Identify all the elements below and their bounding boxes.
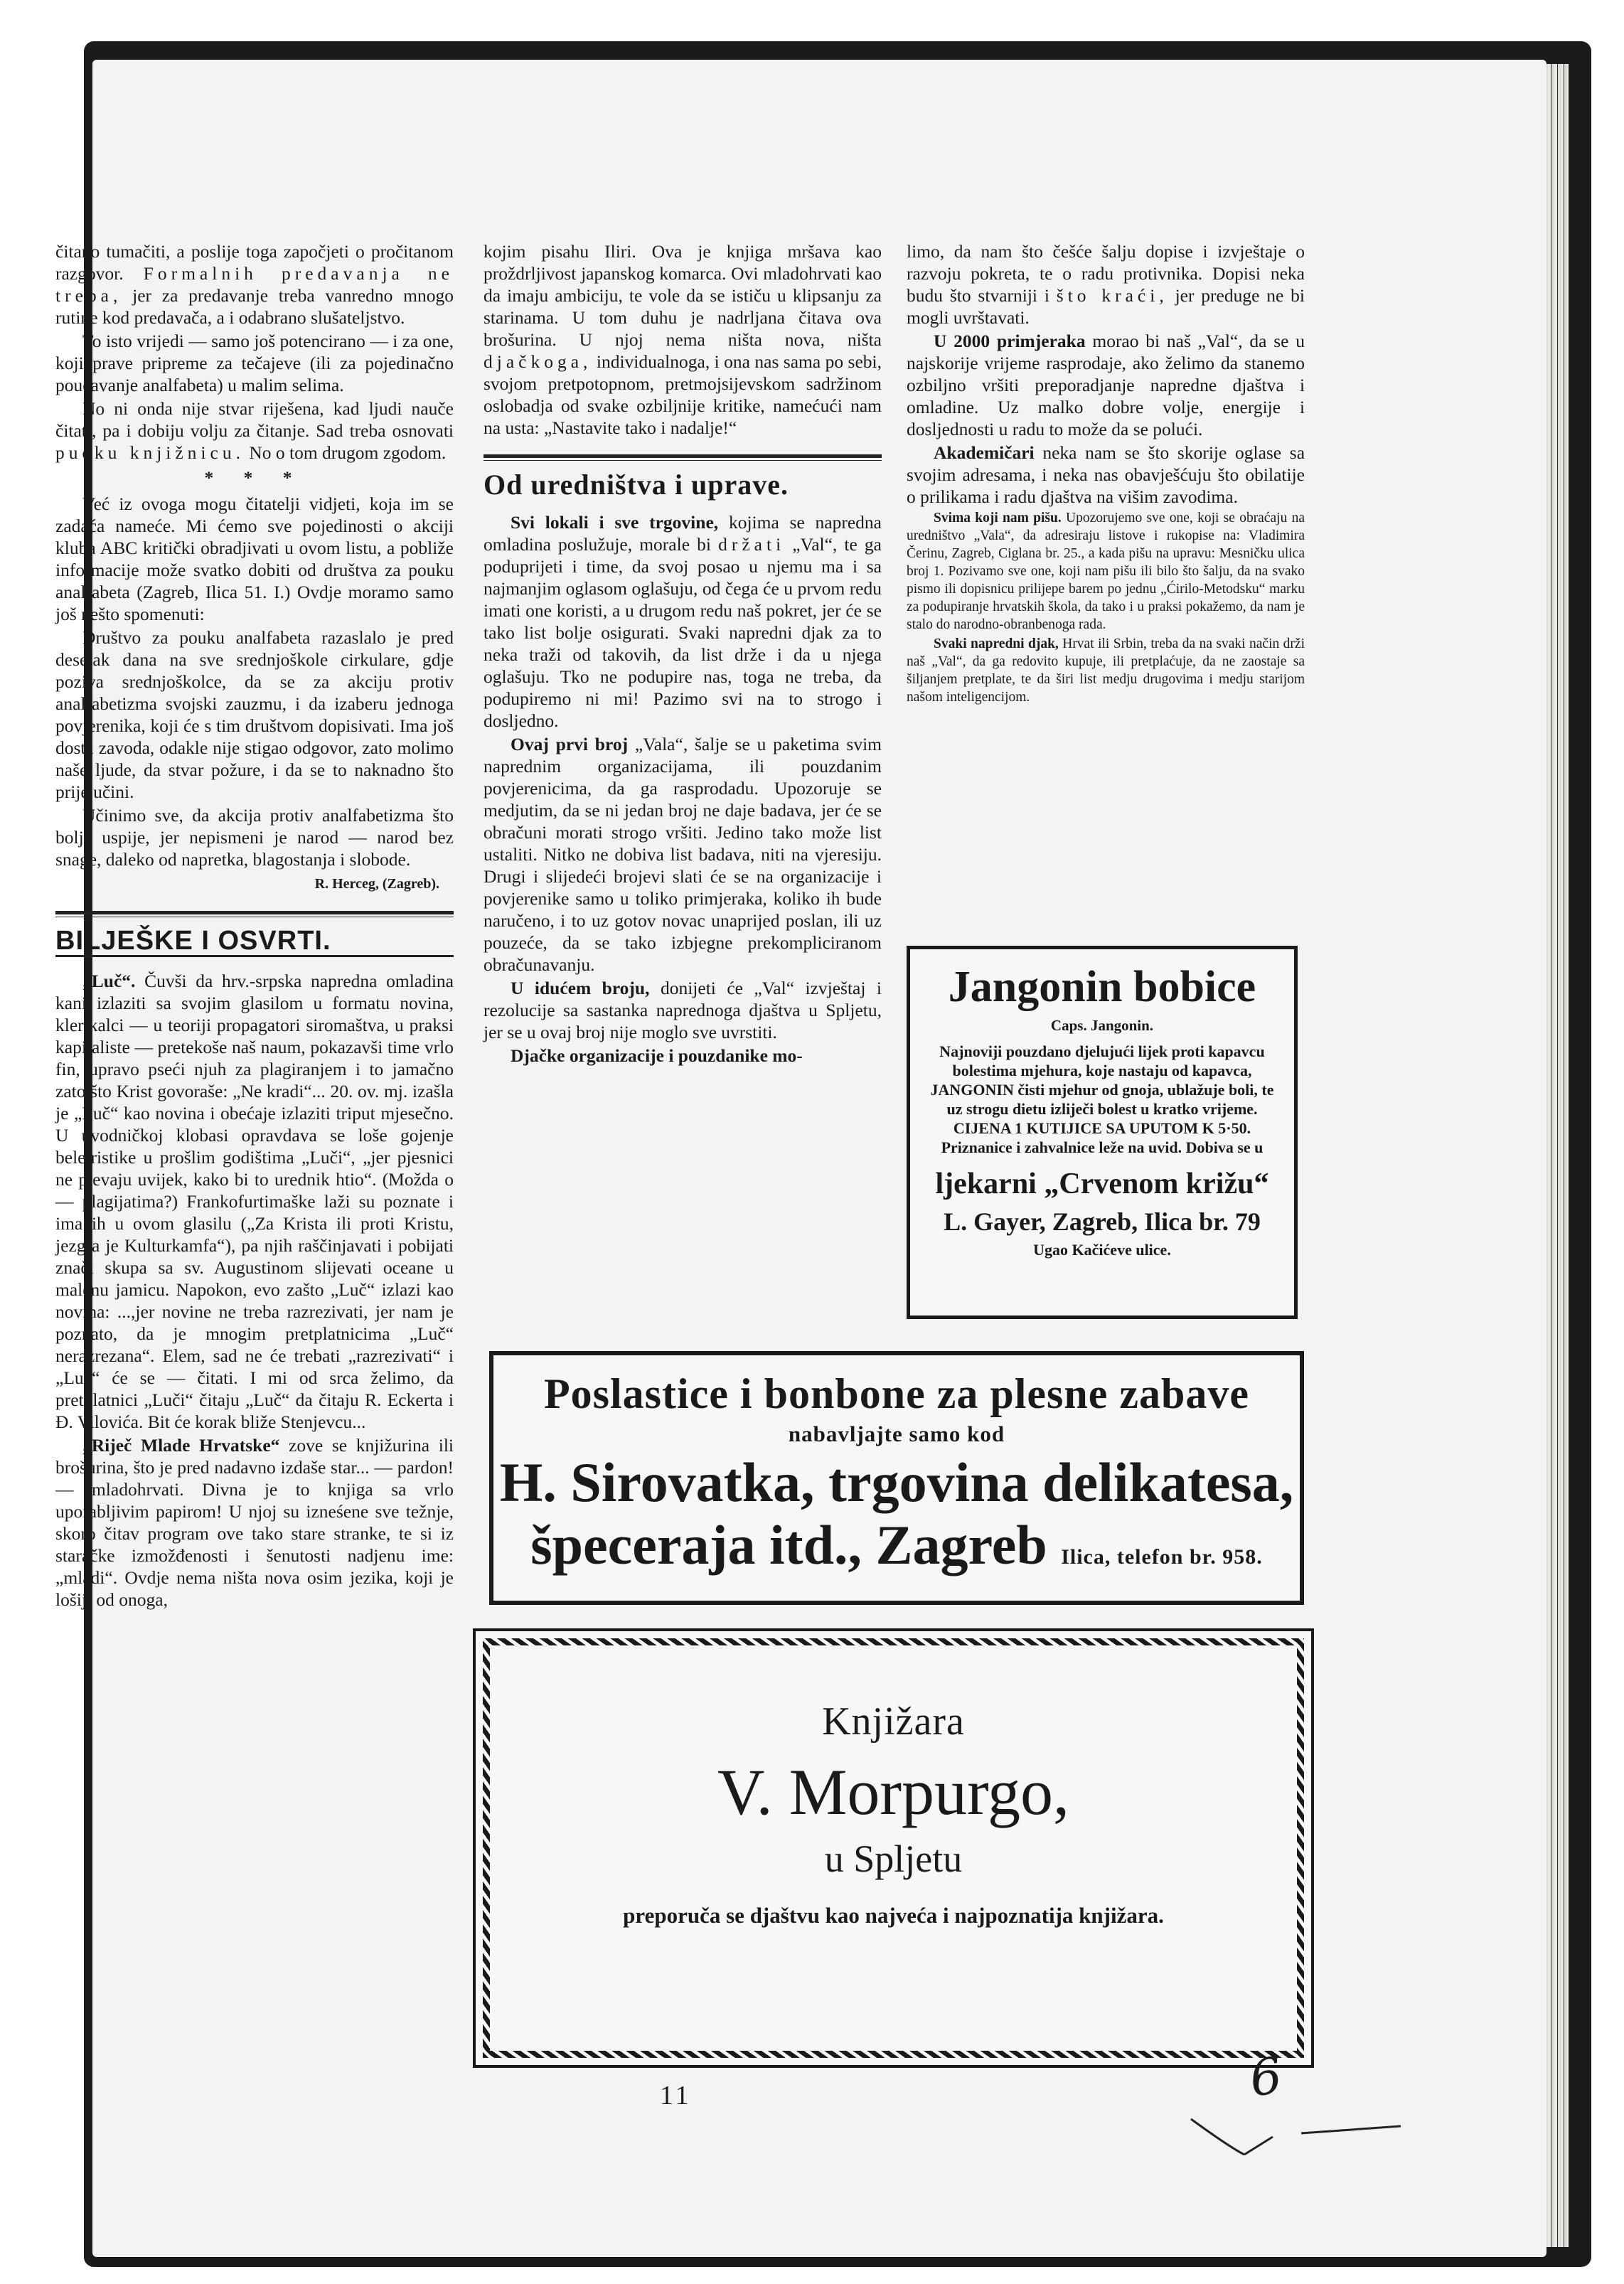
ad-subtitle: Caps. Jangonin. xyxy=(1050,1017,1154,1034)
notice-iduci-broj: U idućem broju, donijeti će „Val“ izvještaj i rezolucije sa sastanka naprednoga djaštva u Spljetu, jer se u ovaj broj nije moglo sve uvrstiti. xyxy=(484,978,882,1042)
ad-shop-name: H. Sirovatka, trgovina delikatesa, špeceraja itd., Zagreb Ilica, telefon br. 958. xyxy=(499,1451,1294,1576)
section-divider xyxy=(484,454,882,461)
col2-paragraph-1: kojim pisahu Iliri. Ova je knjiga mršava kao proždrljivost japanskog komarca. Ovi mladohrvati kao da imaju ambiciju, te vole da se ističu u klipsanju za starinama. U tom duhu je nadrljana čitava ova brošurina. U njoj nema ništa nova, ništa djačkoga, individualnoga, i ona nas sama po sebi, svojom pretpotopnom, pretmojsijevskom sadržinom oslobadja od svake ozbiljnije kritike, namećući nam na usta: „Nastavite tako i nadalje!“ xyxy=(484,241,882,438)
ad-address: Ilica, telefon br. 958. xyxy=(1061,1545,1263,1569)
notice-napredni-djak: Svaki napredni djak, Hrvat ili Srbin, treba da na svaki način drži naš „Val“, da ga redovito kupuje, ili pretplaćuje, da ne zaostaje sa šiljanjem pretplate, te da širi list medju drugovima i medju starijom našom inteligencijom. xyxy=(907,636,1305,705)
section-stars: * * * xyxy=(204,467,305,488)
notice-2000: U 2000 primjeraka morao bi naš „Val“, da se u najskorije vrijeme rasprodaje, ako želimo da stanemo ozbiljno vršiti preporadjanje napredne djaštva i omladine. Uz malko dobre volje, energije i dosljednosti u radu to može da se polući. xyxy=(907,331,1305,439)
section-heading-biljeske: BILJEŠKE I OSVRTI. xyxy=(55,930,454,957)
col1-paragraph-2: To isto vrijedi — samo još potencirano — i za one, koji prave pripreme za tečajeve (ili za pojedinačno poučavanje analfabeta) u malim selima. xyxy=(55,331,454,395)
ad-body: Najnoviji pouzdano djelujući lijek proti kapavcu bolestima mjehura, koje nastaju od kapavca, JANGONIN čisti mjehur od gnoja, ublažuje boli, te uz strogu dietu izliječi bolest u kratko vrijeme. CIJENA 1 KUTIJICE SA UPUTOM K 5·50. Priznanice i zahvalnice leže na uvid. Dobiva se u xyxy=(930,1042,1274,1156)
ad-body: preporuča se djaštvu kao najveća i najpoznatija knjižara. xyxy=(623,1903,1164,1928)
notice-prvi-broj: Ovaj prvi broj „Vala“, šalje se u paketima svim naprednim organizacijama, ili pouzdanim povjerenicima, da ga rasprodadu. Upozoruje se medjutim, da se ni jedan broj ne daje badava, jer će se obračuni morati strogo vršiti. Jedino tako može list ustaliti. Nitko ne dobiva list badava, niti na vjeresiju. Drugi i slijedeći brojevi slati će se na organizacije i povjerenike samo u toliko primjeraka, koliko ih bude naručeno, i to uz gotov novac unaprijed poslan, ili uz pouzeće, da se tako izbjegne prekompliciranom obračunavanju. xyxy=(484,734,882,975)
col1-paragraph-5: Društvo za pouku analfabeta razaslalo je pred desetak dana na sve srednjoškole cirkulare, gdje poziva srednjoškolce, da se za akciju protiv analfabetizma svojski zauzmu, i da izaberu jednoga povjerenika, koji će s tim društvom dopisivati. Ima još dosta zavoda, odakle nije stigao odgovor, zato molimo naše ljude, da stvar požure, i da se to naknadno što prije učini. xyxy=(55,627,454,802)
handwritten-mark: 6 xyxy=(1246,2046,1286,2108)
column-3 xyxy=(907,240,1305,708)
ad-pharmacy: ljekarni „Crvenom križu“ xyxy=(935,1168,1269,1200)
ad-line-knjizara: Knjižara xyxy=(822,1699,965,1744)
column-1 xyxy=(55,240,454,1612)
ad-title: Poslastice i bonbone za plesne zabave xyxy=(544,1370,1249,1417)
advertisement-sirovatka xyxy=(489,1351,1304,1605)
article-signature: R. Herceg, (Zagreb). xyxy=(314,876,439,892)
note-luc: „Luč“. Čuvši da hrv.-srpska napredna omladina kani izlaziti sa svojim glasilom u formatu novina, klerikalci — u teoriji propagatori siromaštva, u praksi kapitaliste — pretekoše naš naum, pokazavši time vrlo fin, upravo pseći njuh za plagiranjem i to jamačno zato što Krist govoraše: „Ne kradi“... 20. ov. mj. izašla je „Luč“ kao novina i obećaje izlaziti triput mjesečno. U uvodničkoj klobasi opravdava se loše gojenje beletristike u prošlim godištima „Luči“, „jer pjesnici ne pjevaju uvijek, kako bi to urednik htio“. (Možda o — plagijatima?) Frankofurtimaške laži su poznate i ima ih u ovom glasilu („Za Krista ili proti Kristu, jezgra je Kulturkamfa“), pa njih raščinjavati i pobijati znači skupa sa sv. Augustinom slijevati oceane u malenu jamicu. Napokon, evo zašto „Luč“ izlazi kao novina: ...,jer novine ne treba razrezivati, jer nam je poznato, da je mnogim pretplatnicima „Luč“ nerazrezana“. Elem, sad ne će trebati „razrezivati“ i „Luč“ će se — čitati. I mi od srca želimo, da pretplatnici „Luči“ čitaju „Luč“ da čitaju R. Eckerta i Đ. Vilovića. Bit će korak bliže Stenjevcu... xyxy=(55,971,454,1432)
ad-title: Jangonin bobice xyxy=(948,963,1256,1011)
ad-address: L. Gayer, Zagreb, Ilica br. 79 xyxy=(944,1207,1261,1236)
notice-lokali: Svi lokali i sve trgovine, kojima se napredna omladina poslužuje, morale bi držati „Val“, te ga poduprijeti i time, da svoj posao u njemu ma i sa najmanjim oglasom oglašuju, od čega će u prvom redu imati one koristi, a u drugom redu naš pokret, jer će se tako list bolje osigurati. Svaki napredni djak za to neka traži od takovih, da list drže i da u njega oglašuju. Tko ne podupire nas, toga ne treba, da podupiremo ni mi! Pazimo svi na to strogo i dosljedno. xyxy=(484,512,882,731)
col3-paragraph-1: limo, da nam što češće šalju dopise i izvještaje o razvoju pokreta, te o radu protivnika. Dopisi neka budu što stvarniji i što kraći, jer preduge ne bi mogli uvrštavati. xyxy=(907,241,1305,328)
col1-paragraph-1: čitano tumačiti, a poslije toga započjeti o pročitanom razgovor. Formalnih predavanja ne treba, jer za predavanje treba vanredno mnogo rutine kod predavača, a i odabrano slušateljstvo. xyxy=(55,241,454,328)
note-rijec: „Riječ Mlade Hrvatske“ zove se knjižurina ili brošurina, što je pred nadavno izdaše star... — pardon! — mladohrvati. Divna je to knjiga sa vrlo uporabljivim papirom! U njoj su izneśene sve težnje, skoro čitav program ove tako stare stranke, te si iz staračke izmožđenosti i šenutosti nadjenu ime: „mladi“. Ovdje nema ništa nova osim jezika, koji je lošiji od onoga, xyxy=(55,1435,454,1610)
notice-akademicari: Akademičari neka nam se što skorije oglase sa svojim adresama, i neka nas obavješćuju što obilatije o prilikama i radu djaštva na višim zavodima. xyxy=(907,442,1305,507)
pencil-stroke-icon xyxy=(1187,2105,1401,2169)
col1-paragraph-3: No ni onda nije stvar riješena, kad ljudi nauče čitati, pa i dobiju volju za čitanje. Sad treba osnovati pučku knjižnicu. No o tom drugom zgodom. xyxy=(55,398,454,463)
notice-organizacije: Djačke organizacije i pouzdanike mo- xyxy=(511,1045,803,1066)
column-2 xyxy=(484,240,882,1068)
section-heading-urednistvo: Od uredništva i uprave. xyxy=(484,469,789,501)
notice-svima: Svima koji nam pišu. Upozorujemo sve one, koji se obraćaju na uredništvo „Vala“, da adresiraju listove i rukopise na: Vladimira Čerinu, Zagreb, Ciglana br. 25., a kada pišu na upravu: Mesničku ulica broj 1. Pozivamo sve one, koji nam pišu ili bilo što šalju, da na svako pismo ili dopisnicu prilijepe barem po jednu „Ćirilo-Metodsku“ marku za podupiranje hrvatskih škola, da tako i u praksi pokažemo, da nam je stalo do narodno-obranbenoga rada. xyxy=(907,511,1305,632)
ad-corner: Ugao Kačićeve ulice. xyxy=(1033,1241,1171,1259)
ad-subtitle: nabavljajte samo kod xyxy=(788,1421,1005,1446)
col1-paragraph-4: Već iz ovoga mogu čitatelji vidjeti, koja im se zadaća nameće. Mi ćemo sve pojedinosti o akciji kluba ABC kritički obradjivati u ovom listu, a pobliže informacije može svatko dobiti od društva za pouku analfabeta (Zagreb, Ilica 51. I.) Ovdje moramo samo još nešto spomenuti: xyxy=(55,493,454,624)
ad-name: V. Morpurgo, xyxy=(717,1756,1069,1828)
page-number: 11 xyxy=(660,2081,692,2110)
section-divider xyxy=(55,911,454,917)
col1-paragraph-6: Učinimo sve, da akcija protiv analfabetizma što bolje uspije, jer nepismeni je narod — narod bez snage, daleko od napretka, blagostanja i slobode. xyxy=(55,805,454,870)
advertisement-morpurgo xyxy=(473,1628,1314,2068)
advertisement-jangonin xyxy=(907,946,1298,1319)
ad-city: u Spljetu xyxy=(824,1837,963,1880)
